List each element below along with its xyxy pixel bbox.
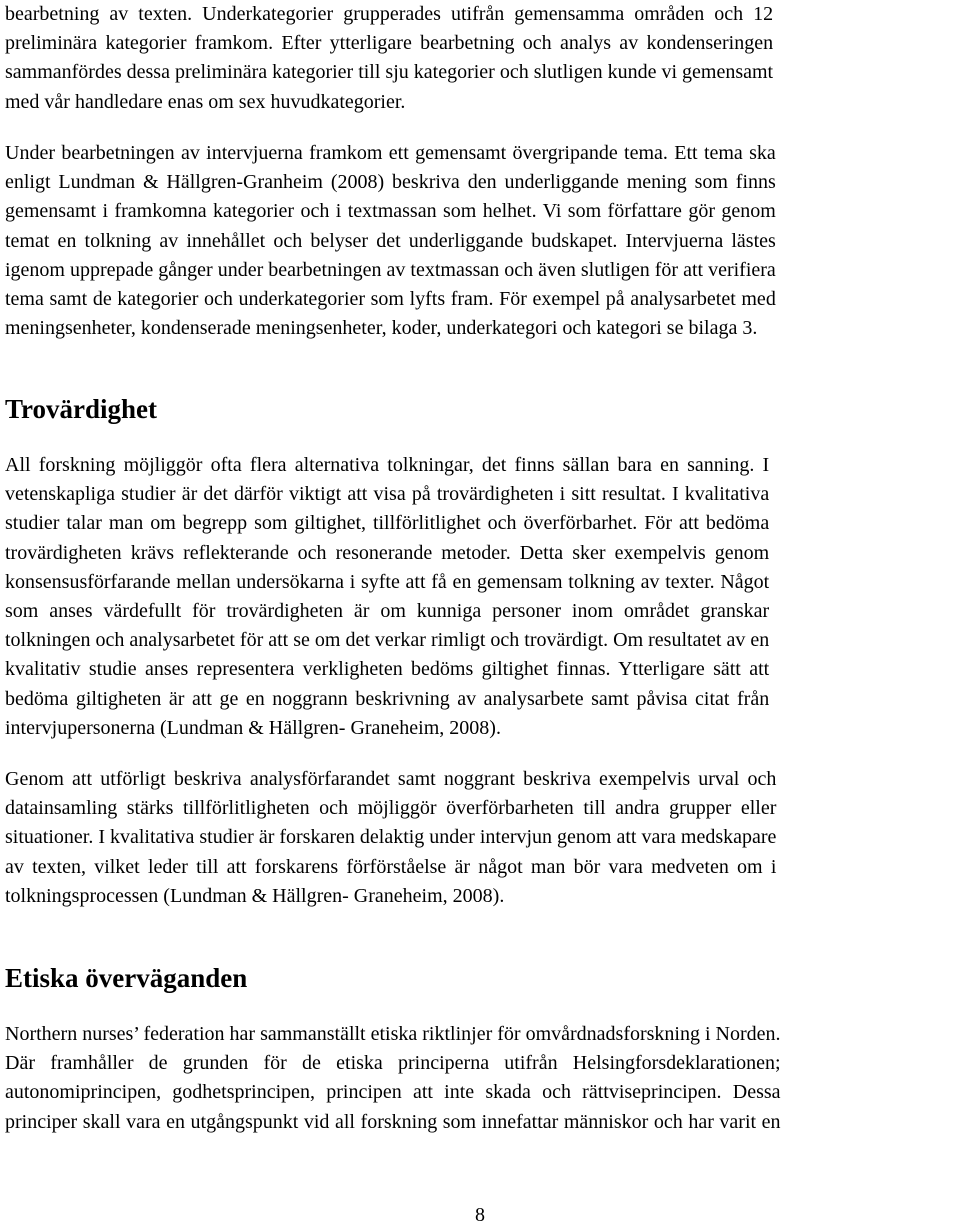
text-line: studier talar man om begrepp som giltighet, tillförlitlighet och överförbarhet. För att bedöma bbox=[5, 512, 770, 535]
text-line: temat en tolkning av innehållet och belyser det underliggande budskapet. Intervjuerna lästes bbox=[5, 229, 776, 252]
text-line: igenom upprepade gånger under bearbetningen av textmassan och även slutligen för att verifiera bbox=[5, 258, 776, 281]
text-line: tolkningsprocessen (Lundman & Hällgren- Graneheim, 2008). bbox=[5, 884, 505, 907]
text-line: bedöma giltigheten är att ge en noggrann beskrivning av analysarbete samt påvisa citat från bbox=[5, 687, 770, 710]
text-line: datainsamling stärks tillförlitligheten och möjliggör överförbarheten till andra grupper eller bbox=[5, 797, 777, 820]
text-line: trovärdigheten krävs reflekterande och resonerande metoder. Detta sker exempelvis genom bbox=[5, 541, 770, 564]
text-line: All forskning möjliggör ofta flera alternativa tolkningar, det finns sällan bara en sanning. I bbox=[5, 454, 770, 476]
text-line: Under bearbetningen av intervjuerna framkom ett gemensamt övergripande tema. Ett tema ska bbox=[5, 142, 776, 164]
text-line: kvalitativ studie anses representera verkligheten bedöms giltighet finnas. Ytterligare sätt att bbox=[5, 658, 770, 681]
text-line: konsensusförfarande mellan undersökarna i syfte att få en gemensam tolkning av texter. Något bbox=[5, 570, 770, 593]
text-line: Där framhåller de grunden för de etiska principerna utifrån Helsingforsdeklarationen; bbox=[5, 1052, 781, 1075]
text-line: med vår handledare enas om sex huvudkategorier. bbox=[5, 90, 406, 113]
section-heading-etiska-overvaganden: Etiska överväganden bbox=[5, 963, 248, 993]
text-line: preliminära kategorier framkom. Efter ytterligare bearbetning och analys av kondenseringen bbox=[5, 32, 774, 55]
text-line: av texten, vilket leder till att forskarens förförståelse är något man bör vara medveten om i bbox=[5, 855, 777, 878]
paragraph-trovardighet bbox=[5, 451, 769, 743]
page-number: 8 bbox=[475, 1204, 485, 1226]
text-line: intervjupersonerna (Lundman & Hällgren- Graneheim, 2008). bbox=[5, 716, 501, 739]
text-line: bearbetning av texten. Underkategorier grupperades utifrån gemensamma områden och 12 bbox=[5, 3, 774, 25]
text-line: Northern nurses’ federation har sammanställt etiska riktlinjer för omvårdnadsforskning i Norden. bbox=[5, 1023, 781, 1045]
text-line: situationer. I kvalitativa studier är forskaren delaktig under intervjun genom att vara medskapare bbox=[5, 826, 777, 849]
text-line: enligt Lundman & Hällgren-Granheim (2008) beskriva den underliggande mening som finns bbox=[5, 171, 776, 194]
text-line: gemensamt i framkomna kategorier och i textmassan som helhet. Vi som författare gör genom bbox=[5, 200, 776, 223]
paragraph-etiska-riktlinjer bbox=[5, 1020, 781, 1137]
text-line: sammanfördes dessa preliminära kategorier till sju kategorier och slutligen kunde vi gemensamt bbox=[5, 61, 774, 84]
text-line: som anses värdefullt för trovärdigheten är om kunniga personer inom området granskar bbox=[5, 600, 770, 623]
text-line: autonomiprincipen, godhetsprincipen, principen att inte skada och rättviseprincipen. Dessa bbox=[5, 1081, 781, 1104]
paragraph-tillforlitlighet bbox=[5, 765, 776, 911]
paragraph-bearbetning bbox=[5, 0, 773, 117]
text-line: tolkningen och analysarbetet för att se om det verkar rimligt och trovärdigt. Om resultatet av en bbox=[5, 629, 770, 652]
text-line: Genom att utförligt beskriva analysförfarandet samt noggrant beskriva exempelvis urval och bbox=[5, 768, 777, 790]
text-line: meningsenheter, kondenserade meningsenheter, koder, underkategori och kategori se bilaga 3. bbox=[5, 317, 758, 340]
paragraph-tema bbox=[5, 139, 776, 343]
text-line: principer skall vara en utgångspunkt vid all forskning som innefattar människor och har varit en bbox=[5, 1110, 781, 1133]
text-line: tema samt de kategorier och underkategorier som lyfts fram. För exempel på analysarbetet med bbox=[5, 288, 776, 311]
section-heading-trovardighet: Trovärdighet bbox=[5, 394, 157, 424]
text-line: vetenskapliga studier är det därför viktigt att visa på trovärdigheten i sitt resultat. I kvalitativa bbox=[5, 483, 770, 506]
